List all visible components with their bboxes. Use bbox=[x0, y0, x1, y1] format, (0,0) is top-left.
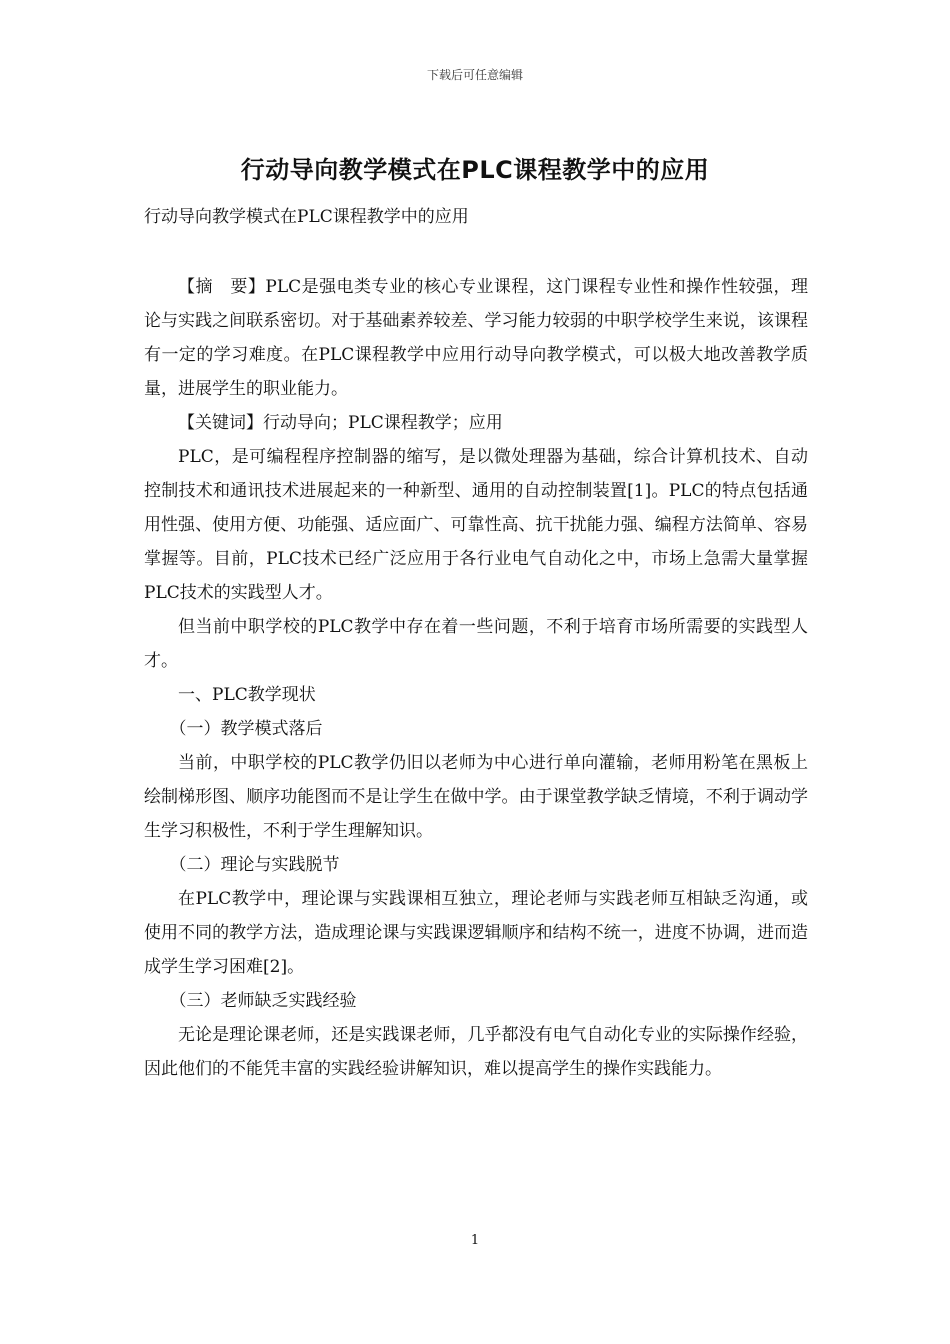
keywords-paragraph: 【关键词】行动导向；PLC课程教学；应用 bbox=[178, 413, 503, 433]
header-note: 下载后可任意编辑 bbox=[426, 68, 523, 82]
subsection-heading: （一）教学模式落后 bbox=[169, 719, 323, 739]
subsection-heading: （二）理论与实践脱节 bbox=[169, 855, 340, 875]
body-paragraph: 当前，中职学校的PLC教学仍旧以老师为中心进行单向灌输，老师用粉笔在黑板上绘制梯形图、顺序功能图而不是让学生在做中学。由于课堂教学缺乏情境，不利于调动学生学习积极性，不利于学生理解知识。 bbox=[144, 753, 808, 841]
body-paragraph: 无论是理论课老师，还是实践课老师，几乎都没有电气自动化专业的实际操作经验，因此他们的不能凭丰富的实践经验讲解知识，难以提高学生的操作实践能力。 bbox=[144, 1025, 808, 1079]
abstract-paragraph: 【摘 要】PLC是强电类专业的核心专业课程，这门课程专业性和操作性较强，理论与实践之间联系密切。对于基础素养较差、学习能力较弱的中职学校学生来说，该课程有一定的学习难度。在PLC课程教学中应用行动导向教学模式，可以极大地改善教学质量，进展学生的职业能力。 bbox=[144, 277, 808, 399]
body-paragraph: 在PLC教学中，理论课与实践课相互独立，理论老师与实践老师互相缺乏沟通，或使用不同的教学方法，造成理论课与实践课逻辑顺序和结构不统一，进度不协调，进而造成学生学习困难[2]。 bbox=[144, 889, 808, 977]
body-paragraph: 但当前中职学校的PLC教学中存在着一些问题，不利于培育市场所需要的实践型人才。 bbox=[144, 617, 808, 671]
body-paragraph: PLC，是可编程程序控制器的缩写，是以微处理器为基础，综合计算机技术、自动控制技术和通讯技术进展起来的一种新型、通用的自动控制装置[1]。PLC的特点包括通用性强、使用方便、功能强、适应面广、可靠性高、抗干扰能力强、编程方法简单、容易掌握等。目前，PLC技术已经广泛应用于各行业电气自动化之中，市场上急需大量掌握PLC技术的实践型人才。 bbox=[144, 447, 808, 603]
subsection-heading: （三）老师缺乏实践经验 bbox=[169, 991, 357, 1011]
document-body bbox=[144, 270, 808, 1086]
section-heading: 一、PLC教学现状 bbox=[178, 685, 316, 705]
document-title: 行动导向教学模式在PLC课程教学中的应用 bbox=[240, 156, 710, 184]
document-subtitle: 行动导向教学模式在PLC课程教学中的应用 bbox=[144, 207, 469, 227]
page-number: 1 bbox=[470, 1233, 480, 1248]
